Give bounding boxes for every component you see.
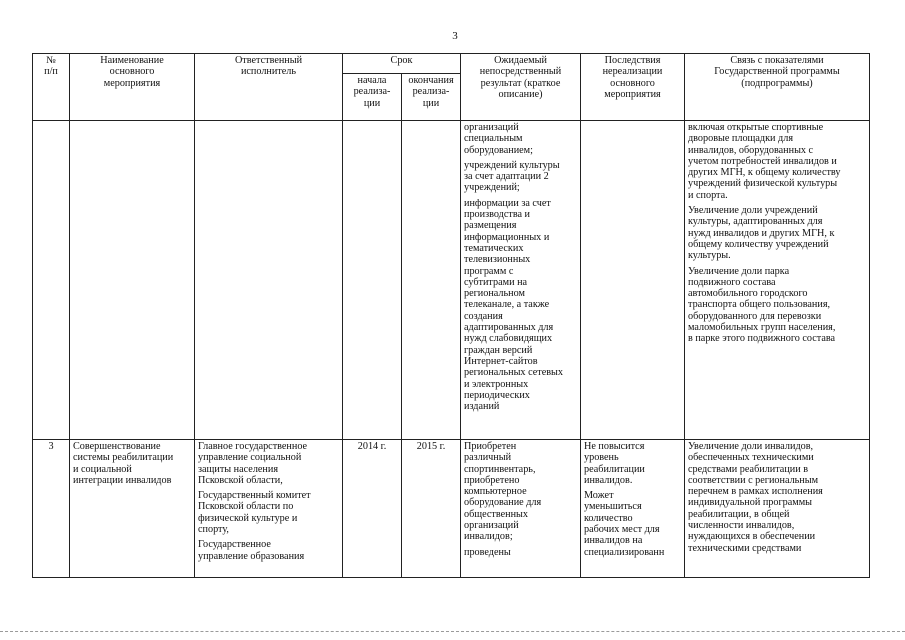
link-paragraph: включая открытые спортивные дворовые площадки для инвалидов, оборудованных с учетом потребностей инвалидов и других МГН, к общему количеству учреждений физической культуры и спорта. [688,122,841,201]
result-paragraph: информации за счет производства и размещения информационных и тематических телевизионных программ с субтитрами на региональном телеканале, а также создания адаптированных для нужд слабовидящих граждан версий Интернет-сайтов региональных сетевых и электронных периодических изданий [464,197,563,413]
cell-term-start [343,121,402,440]
header-link-text: Связь с показателями Государственной программы (подпрограммы) [714,55,840,89]
cell-name [70,121,195,440]
term-start-value: 2014 г. [357,441,387,452]
header-name-text: Наименование основного мероприятия [100,55,164,89]
cell-link [685,121,870,440]
cell-name [70,440,195,578]
result-paragraph: проведены [464,546,511,558]
header-term-start [343,74,402,121]
result-paragraph: организаций специальным оборудованием; [464,122,533,156]
term-end-value: 2015 г. [416,441,446,452]
measure-name: Совершенствование системы реабилитации и социальной интеграции инвалидов [73,441,174,486]
header-num-text: № п/п [44,55,58,78]
cell-num [33,121,70,440]
link-text: Увеличение доли инвалидов, обеспеченных техническими средствами реабилитации в соответствии с региональным перечнем в рамках исполнения индивидуальной программы реабилитации, в общей численности инвалидов, нуждающихся в обеспечении техническими средствами [688,441,823,554]
cell-consequences [581,440,685,578]
cell-result [461,121,581,440]
link-paragraph: Увеличение доли учреждений культуры, адаптированных для нужд инвалидов и других МГН, к общему количеству учреждений культуры. [688,205,835,262]
header-term-start-text: начала реализа- ции [353,75,391,109]
header-consequences-text: Последствия нереализации основного мероприятия [602,55,663,100]
executor-paragraph: Главное государственное управление социальной защиты населения Псковской области, [198,441,308,486]
cell-executor [195,121,343,440]
cell-result [461,440,581,578]
table-row [33,440,870,578]
row-number: 3 [48,441,54,452]
header-executor-text: Ответственный исполнитель [234,55,303,78]
cell-term-start [343,440,402,578]
measures-table [32,53,870,578]
executor-paragraph: Государственный комитет Псковской области по физической культуре и спорту, [198,490,311,536]
consequences-paragraph: Может уменьшиться количество рабочих мест для инвалидов на специализированн [584,490,665,558]
consequences-paragraph: Не повысится уровень реабилитации инвалидов. [584,441,645,486]
header-term-text: Срок [390,55,413,66]
header-result [461,54,581,121]
cell-term-end [402,440,461,578]
header-term-end-text: окончания реализа- ции [408,75,454,109]
table-row [33,121,870,440]
cell-link [685,440,870,578]
result-paragraph: учреждений культуры за счет адаптации 2 учреждений; [464,159,560,194]
page-bottom-divider [0,631,905,632]
executor-paragraph: Государственное управление образования [198,539,305,562]
header-consequences [581,54,685,121]
header-term [343,54,461,74]
page-number: 3 [452,30,458,42]
result-paragraph: Приобретен различный спортинвентарь, приобретено компьютерное оборудование для общественных организаций инвалидов; [464,441,542,543]
header-num [33,54,70,121]
cell-executor [195,440,343,578]
header-row-top [33,54,870,74]
header-name [70,54,195,121]
header-result-text: Ожидаемый непосредственный результат (краткое описание) [479,55,562,100]
cell-term-end [402,121,461,440]
cell-num [33,440,70,578]
header-term-end [402,74,461,121]
header-link [685,54,870,121]
cell-consequences [581,121,685,440]
link-paragraph: Увеличение доли парка подвижного состава автомобильного городского транспорта общего пользования, оборудованного для перевозки маломобильных групп населения, в парке этого подвижного состава [688,265,836,345]
header-executor [195,54,343,121]
